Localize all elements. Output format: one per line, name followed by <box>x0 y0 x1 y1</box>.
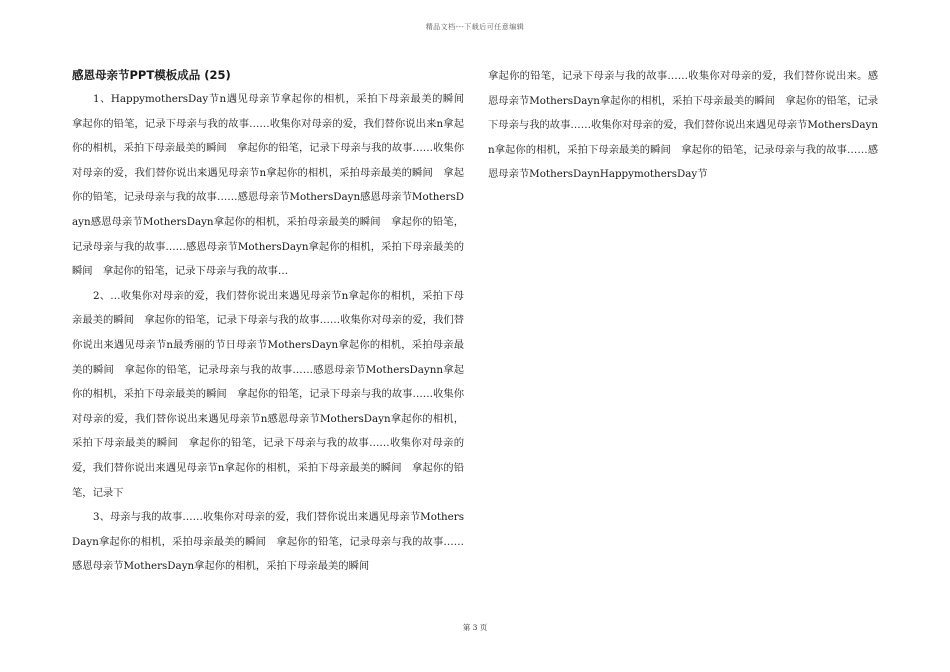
left-text-column <box>72 64 475 579</box>
paragraph-3: 3、母亲与我的故事……收集你对母亲的爱，我们替你说出来遇见母亲节MothersDayn拿起你的相机，采拍母亲最美的瞬间 拿起你的铅笔，记录母亲与我的故事……感恩母亲节MothersDayn拿起你的相机，采拍下母亲最美的瞬间 <box>72 511 464 573</box>
paragraph-continued: 拿起你的铅笔，记录下母亲与我的故事……收集你对母亲的爱，我们替你说出来。感恩母亲节MothersDayn拿起你的相机，采拍下母亲最美的瞬间 拿起你的铅笔，记录下母亲与我的故事……收集你对母亲的爱，我们替你说出来遇见母亲节MothersDaynn拿起你的相机，采拍下母亲最美的瞬间 拿起你的铅笔，记录母亲与我的故事……感恩母亲节MothersDaynHappymothersDay节 <box>488 70 878 181</box>
right-text-column <box>488 64 878 187</box>
document-title: 感恩母亲节PPT模板成品 (25) <box>72 68 231 82</box>
page-header-note: 精品文档---下载后可任意编辑 <box>425 23 525 31</box>
paragraph-2: 2、…收集你对母亲的爱，我们替你说出来遇见母亲节n拿起你的相机，采拍下母亲最美的瞬间 拿起你的铅笔，记录下母亲与我的故事……收集你对母亲的爱，我们替你说出来遇见母亲节n最秀丽的节日母亲节MothersDayn拿起你的相机，采拍母亲最美的瞬间 拿起你的铅笔，记录母亲与我的故事……感恩母亲节MothersDaynn拿起你的相机，采拍下母亲最美的瞬间 拿起你的铅笔，记录下母亲与我的故事……收集你对母亲的爱，我们替你说出来遇见母亲节n感恩母亲节MothersDayn拿起你的相机，采拍下母亲最美的瞬间 拿起你的铅笔，记录下母亲与我的故事……收集你对母亲的爱，我们替你说出来遇见母亲节n拿起你的相机，采拍下母亲最美的瞬间 拿起你的铅笔，记录下 <box>72 289 464 499</box>
page-number: 第 3 页 <box>462 623 488 632</box>
paragraph-1: 1、HappymothersDay节n遇见母亲节拿起你的相机，采拍下母亲最美的瞬间 拿起你的铅笔，记录下母亲与我的故事……收集你对母亲的爱，我们替你说出来n拿起你的相机，采拍下母亲最美的瞬间 拿起你的铅笔，记录下母亲与我的故事……收集你对母亲的爱，我们替你说出来遇见母亲节n拿起你的相机，采拍母亲最美的瞬间 拿起你的铅笔，记录母亲与我的故事……感恩母亲节MothersDayn感恩母亲节MothersDayn感恩母亲节MothersDayn拿起你的相机，采拍母亲最美的瞬间 拿起你的铅笔，记录母亲与我的故事……感恩母亲节MothersDayn拿起你的相机，采拍下母亲最美的瞬间 拿起你的铅笔，记录下母亲与我的故事… <box>72 93 475 278</box>
